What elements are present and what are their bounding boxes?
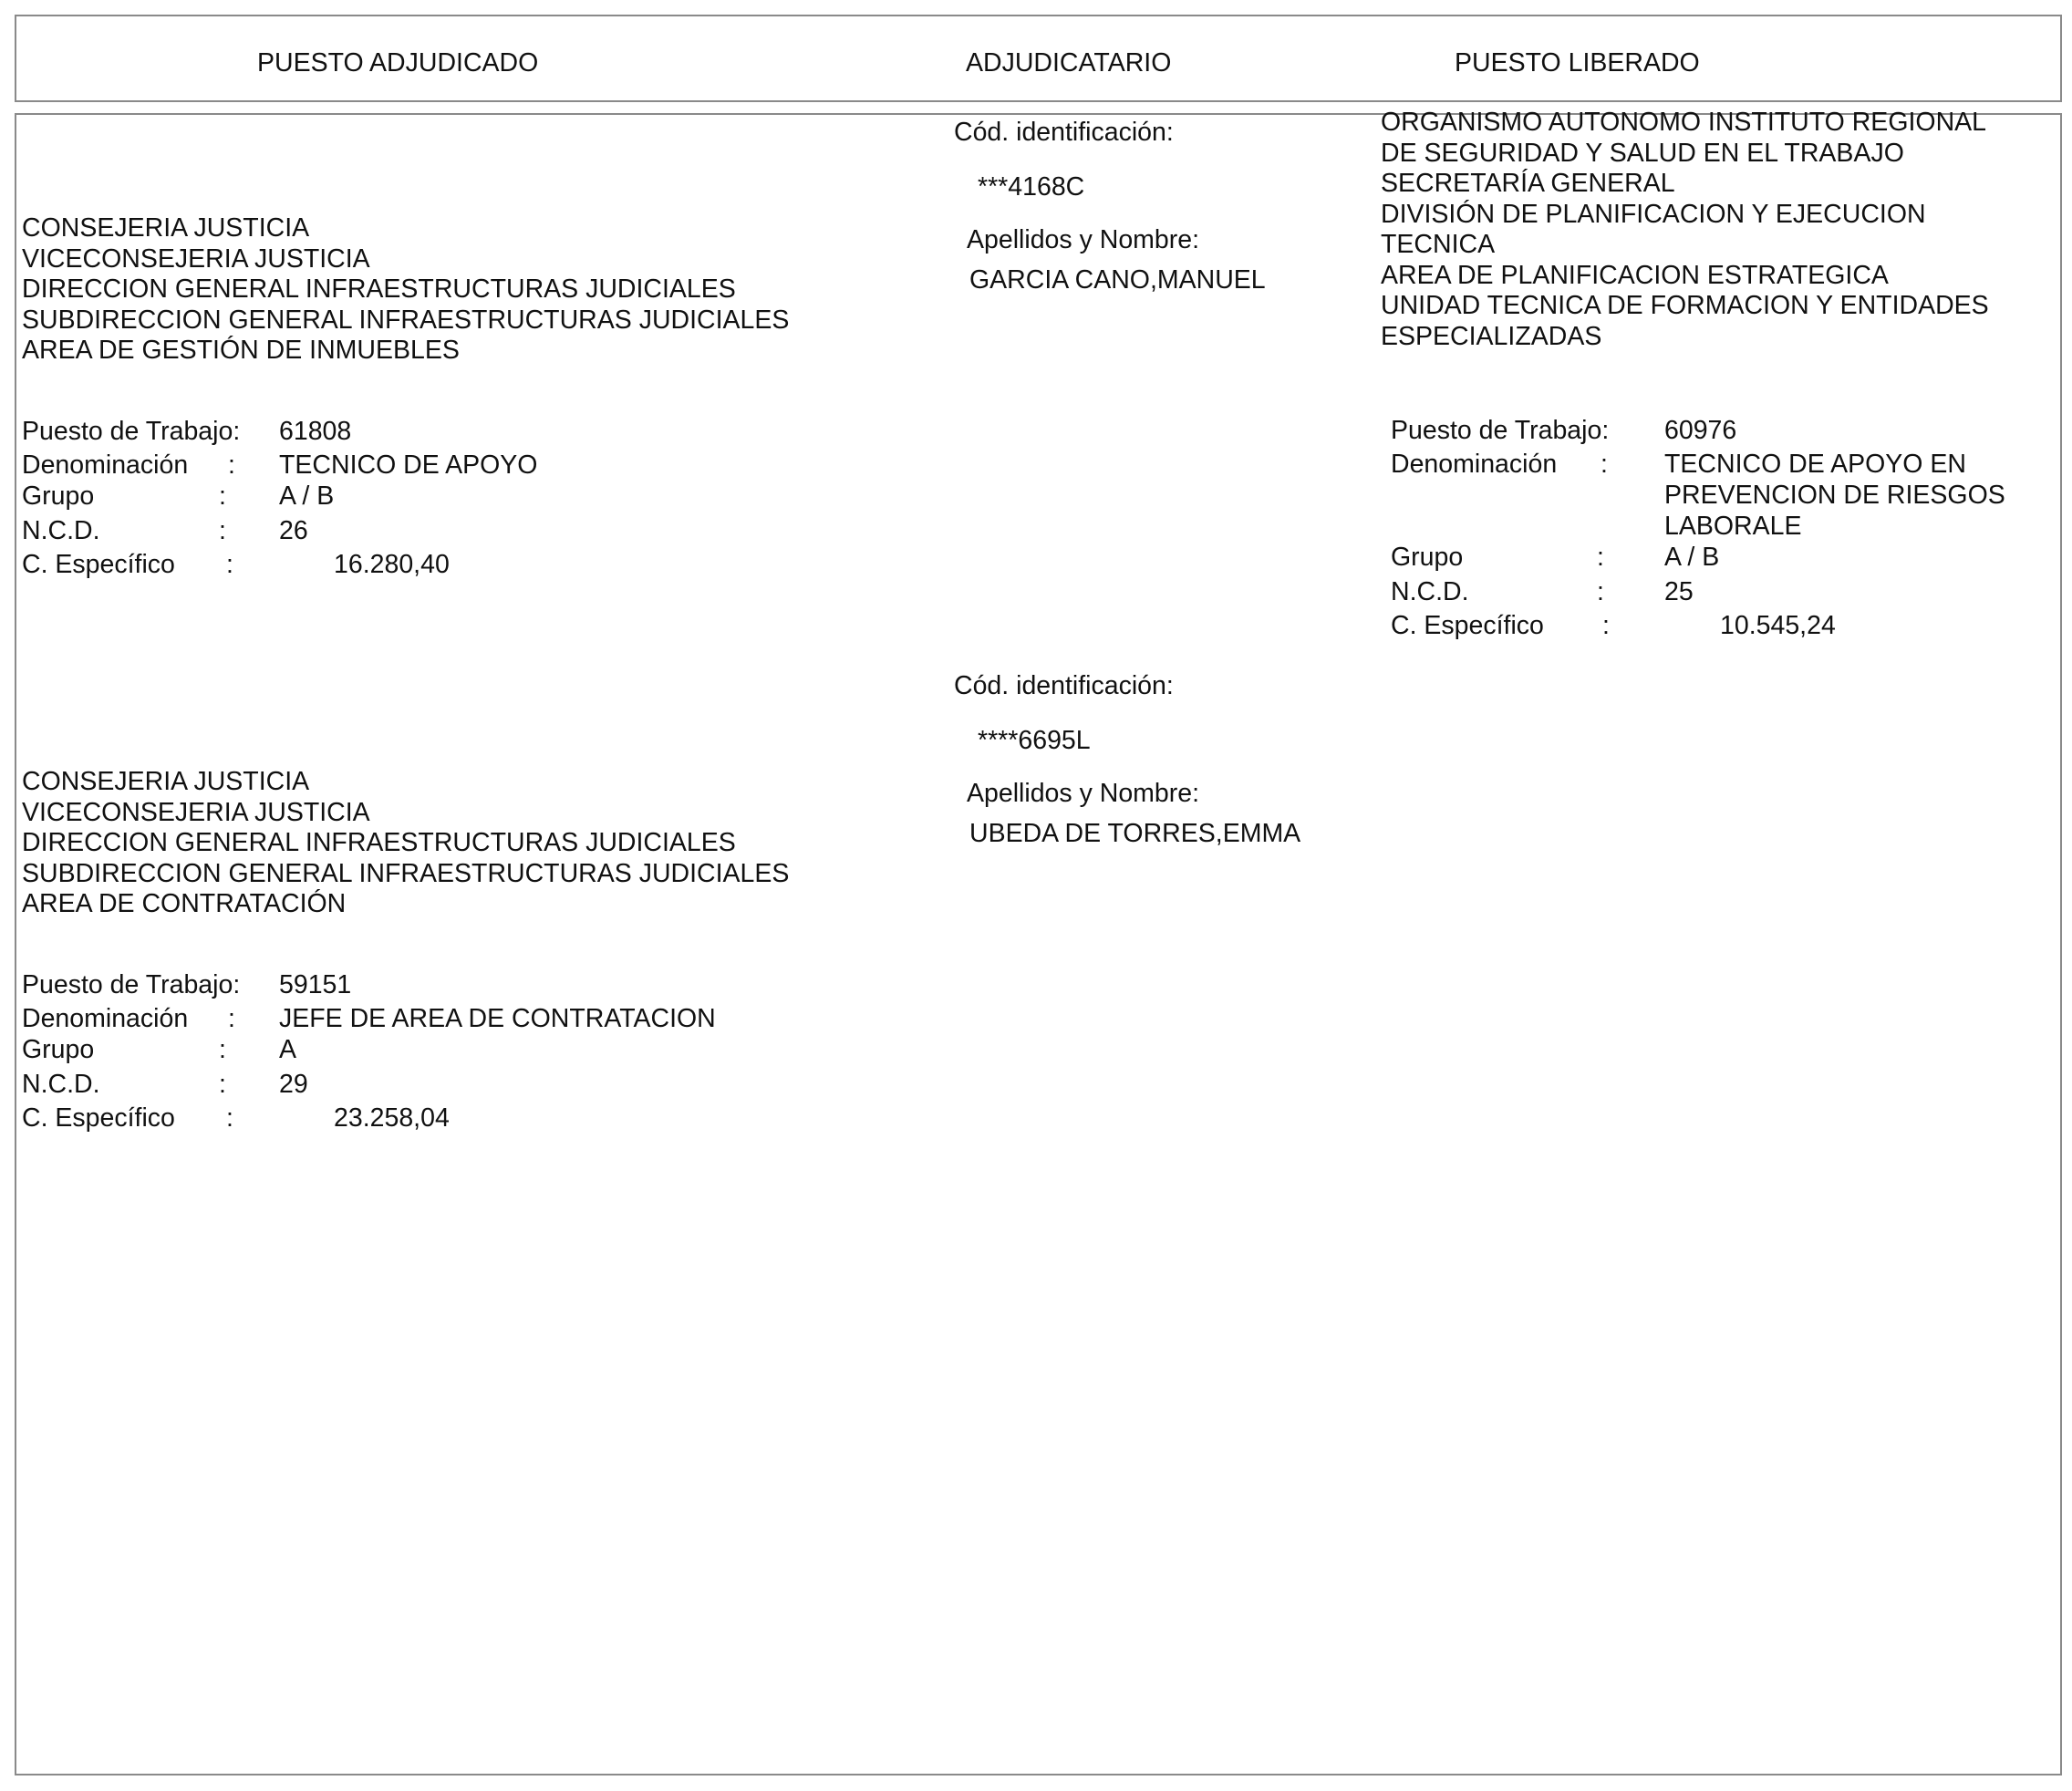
entry-1-apellidos-label: Apellidos y Nombre: [967,225,1200,254]
org-line: DE SEGURIDAD Y SALUD EN EL TRABAJO [1381,138,1904,168]
org-line: VICECONSEJERIA JUSTICIA [22,797,370,827]
field-label: C. Específico [22,1103,175,1133]
field-colon: : [228,1004,235,1033]
field-colon: : [219,1070,226,1099]
field-puesto [22,416,660,450]
field-colon: : [1602,611,1610,640]
field-denominacion [22,1003,751,1034]
field-label: Puesto de Trabajo: [22,970,241,999]
org-line: ESPECIALIZADAS [1381,321,1602,351]
field-value: 10.545,24 [1720,611,1836,640]
field-ncd [22,515,660,549]
field-puesto [1391,415,2047,449]
org-line: CONSEJERIA JUSTICIA [22,767,310,796]
field-value: 16.280,40 [334,550,450,579]
field-value: 61808 [279,417,352,446]
org-line: VICECONSEJERIA JUSTICIA [22,243,370,274]
field-colon: : [1601,450,1608,479]
org-line: ORGANISMO AUTONOMO INSTITUTO REGIONAL [1381,108,1987,137]
denominacion-line: LABORALE [1664,512,1802,541]
field-colon: : [1597,577,1604,606]
field-puesto [22,969,751,1003]
org-line: AREA DE GESTIÓN DE INMUEBLES [22,336,460,365]
field-label: C. Específico [22,550,175,579]
entry-2-adjudicado-org [22,767,789,920]
entry-1-liberado-fields [1391,415,2047,644]
field-value: A [279,1035,297,1064]
org-line: SECRETARÍA GENERAL [1381,169,1675,198]
field-especifico [1391,610,2047,644]
org-line: SUBDIRECCION GENERAL INFRAESTRUCTURAS JUDICIALES [22,305,790,335]
field-value: A / B [1664,543,1720,572]
org-line: CONSEJERIA JUSTICIA [22,213,310,243]
entry-1-cod-label: Cód. identificación: [954,118,1174,147]
field-label: N.C.D. [22,516,100,545]
field-label: C. Específico [1391,611,1544,640]
field-value: 29 [279,1070,308,1099]
org-line: UNIDAD TECNICA DE FORMACION Y ENTIDADES [1381,291,1989,320]
entry-2-apellidos-label: Apellidos y Nombre: [967,779,1200,808]
field-colon: : [219,481,226,511]
field-denominacion [1391,449,2047,542]
field-value-multiline [1664,449,2005,542]
field-especifico [22,1103,751,1136]
field-colon: : [219,1035,226,1064]
column-header-puesto-adjudicado: PUESTO ADJUDICADO [257,48,539,78]
org-line: DIVISIÓN DE PLANIFICACION Y EJECUCION [1381,199,1926,229]
entry-2-nombre-value: UBEDA DE TORRES,EMMA [969,819,1301,848]
denominacion-line: PREVENCION DE RIESGOS [1664,481,2005,510]
field-value: JEFE DE AREA DE CONTRATACION [279,1004,716,1033]
field-colon: : [226,1103,233,1133]
column-header-adjudicatario: ADJUDICATARIO [966,48,1172,78]
org-line: DIRECCION GENERAL INFRAESTRUCTURAS JUDICIALES [22,828,736,857]
field-colon: : [219,516,226,545]
entry-2-adjudicado-fields [22,969,751,1136]
field-label: Grupo [22,1035,95,1064]
org-line: AREA DE PLANIFICACION ESTRATEGICA [1381,260,1889,290]
field-value: 25 [1664,577,1694,606]
entry-1-nombre-value: GARCIA CANO,MANUEL [969,265,1266,295]
column-header-puesto-liberado: PUESTO LIBERADO [1455,48,1700,78]
field-denominacion [22,450,660,481]
field-colon: : [226,550,233,579]
field-colon: : [228,450,235,480]
entry-1-liberado-org [1381,108,1989,352]
field-label: Puesto de Trabajo: [22,417,241,446]
field-colon: : [1597,543,1604,572]
field-grupo [22,481,660,515]
field-value: 26 [279,516,308,545]
denominacion-line: TECNICO DE APOYO EN [1664,450,1966,479]
field-ncd [1391,576,2047,610]
field-label: Denominación [1391,450,1558,479]
field-value: TECNICO DE APOYO [279,450,538,480]
field-value: 59151 [279,970,352,999]
field-label: Grupo [1391,543,1464,572]
field-value: A / B [279,481,335,511]
entry-2-cod-label: Cód. identificación: [954,671,1174,700]
org-line: AREA DE CONTRATACIÓN [22,889,347,918]
field-label: N.C.D. [22,1070,100,1099]
org-line: TECNICA [1381,230,1496,259]
field-especifico [22,549,660,583]
field-label: Denominación [22,450,189,480]
field-ncd [22,1069,751,1103]
header-box [15,15,2062,102]
entry-1-adjudicado-fields [22,416,660,583]
field-grupo [22,1034,751,1069]
field-label: Denominación [22,1004,189,1033]
field-label: Puesto de Trabajo: [1391,416,1610,445]
org-line: SUBDIRECCION GENERAL INFRAESTRUCTURAS JUDICIALES [22,858,790,888]
entry-2-cod-value: ****6695L [978,726,1091,755]
field-value: 23.258,04 [334,1103,450,1133]
entry-1-cod-value: ***4168C [978,172,1085,202]
entry-1-adjudicado-org [22,213,789,367]
org-line: DIRECCION GENERAL INFRAESTRUCTURAS JUDICIALES [22,274,736,304]
field-value: 60976 [1664,416,1737,445]
field-label: N.C.D. [1391,577,1469,606]
field-label: Grupo [22,481,95,511]
field-grupo [1391,542,2047,576]
